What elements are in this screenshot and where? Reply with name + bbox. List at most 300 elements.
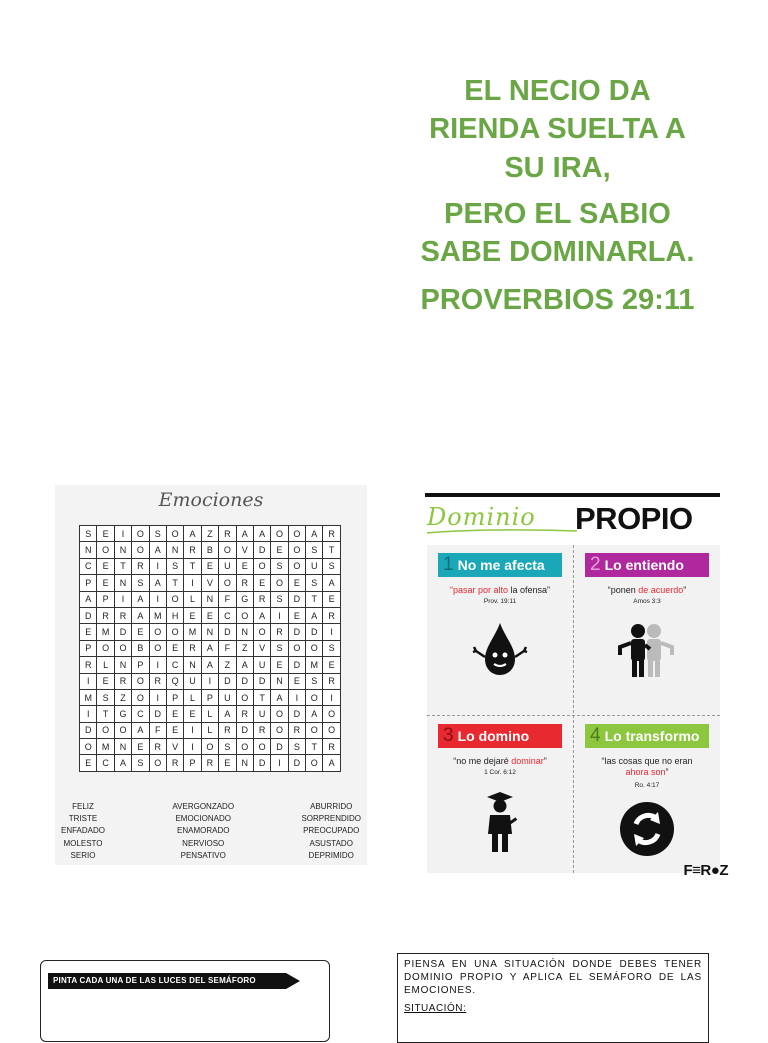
grid-cell: O: [253, 739, 270, 755]
grid-cell: O: [114, 722, 131, 738]
grid-cell: A: [306, 526, 323, 542]
grid-cell: O: [149, 624, 166, 640]
grid-cell: I: [149, 657, 166, 673]
grid-cell: D: [253, 542, 270, 558]
grid-cell: S: [132, 755, 149, 771]
quadrant-number: 3: [443, 725, 454, 746]
grid-cell: N: [201, 624, 218, 640]
quadrant-number: 4: [590, 725, 601, 746]
grid-cell: S: [306, 542, 323, 558]
word-list-column: [172, 801, 234, 863]
grid-cell: O: [306, 722, 323, 738]
grid-cell: F: [219, 591, 236, 607]
grid-cell: V: [166, 739, 183, 755]
grid-cell: A: [132, 591, 149, 607]
word-search-puzzle: [55, 485, 367, 865]
grid-cell: N: [236, 624, 253, 640]
grid-cell: R: [149, 673, 166, 689]
grid-cell: S: [271, 591, 288, 607]
grid-cell: E: [97, 526, 114, 542]
grid-cell: R: [184, 640, 201, 656]
grid-cell: R: [219, 526, 236, 542]
grid-cell: D: [253, 673, 270, 689]
quadrant-label: Lo transformo: [604, 728, 700, 744]
grid-cell: O: [323, 722, 340, 738]
grid-cell: S: [132, 575, 149, 591]
grid-cell: E: [166, 640, 183, 656]
grid-cell: A: [236, 526, 253, 542]
grid-cell: E: [166, 706, 183, 722]
grid-cell: L: [184, 689, 201, 705]
quadrant-4: [574, 716, 720, 886]
quadrant-quote: “no me dejaré dominar”: [453, 756, 547, 766]
traffic-light-box: [40, 960, 330, 1042]
grid-cell: D: [271, 739, 288, 755]
word-item: PREOCUPADO: [303, 826, 360, 836]
grid-cell: E: [97, 558, 114, 574]
grid-cell: O: [236, 739, 253, 755]
grid-cell: L: [184, 591, 201, 607]
word-item: FELIZ: [72, 802, 94, 811]
grid-cell: I: [184, 575, 201, 591]
grid-cell: I: [149, 558, 166, 574]
grid-cell: O: [253, 624, 270, 640]
grid-cell: R: [253, 722, 270, 738]
quadrant-1: [427, 545, 573, 715]
grid-cell: S: [80, 526, 97, 542]
grid-cell: D: [114, 624, 131, 640]
grid-cell: N: [80, 542, 97, 558]
grid-cell: O: [201, 739, 218, 755]
grid-cell: S: [166, 558, 183, 574]
grid-cell: G: [114, 706, 131, 722]
grid-cell: E: [201, 607, 218, 623]
grid-cell: D: [288, 624, 305, 640]
grid-cell: M: [97, 624, 114, 640]
grid-cell: U: [184, 673, 201, 689]
grid-cell: S: [323, 558, 340, 574]
grid-cell: C: [80, 558, 97, 574]
grid-cell: O: [219, 575, 236, 591]
grid-cell: S: [271, 558, 288, 574]
grid-cell: E: [219, 755, 236, 771]
grid-cell: R: [271, 624, 288, 640]
grid-cell: S: [219, 739, 236, 755]
grid-row: [80, 526, 341, 542]
grid-cell: O: [306, 755, 323, 771]
grid-cell: N: [114, 575, 131, 591]
grid-cell: T: [97, 706, 114, 722]
grid-cell: O: [236, 607, 253, 623]
grid-cell: Z: [219, 657, 236, 673]
grid-cell: D: [288, 657, 305, 673]
verse-line: SU IRA,: [504, 151, 611, 184]
grid-cell: E: [132, 739, 149, 755]
grid-cell: E: [323, 657, 340, 673]
word-list: [55, 801, 367, 863]
verse-line: EL NECIO DA: [464, 75, 651, 107]
main-title: PROPIO: [575, 501, 693, 536]
grid-row: [80, 558, 341, 574]
grid-cell: B: [201, 542, 218, 558]
grid-cell: O: [271, 526, 288, 542]
quadrant-header: [585, 724, 709, 748]
grid-cell: A: [132, 607, 149, 623]
grid-cell: C: [97, 755, 114, 771]
quadrant-header: [438, 724, 562, 748]
word-item: ASUSTADO: [309, 838, 353, 848]
grid-row: [80, 542, 341, 558]
grid-cell: D: [149, 706, 166, 722]
grid-cell: O: [166, 624, 183, 640]
grid-cell: V: [201, 575, 218, 591]
grid-cell: E: [97, 673, 114, 689]
grid-cell: O: [132, 542, 149, 558]
grid-cell: F: [149, 722, 166, 738]
graduate-icon: [467, 788, 533, 854]
grid-cell: Z: [201, 526, 218, 542]
grid-cell: T: [306, 591, 323, 607]
word-item: ENFADADO: [61, 826, 106, 836]
grid-cell: T: [306, 739, 323, 755]
grid-cell: D: [306, 624, 323, 640]
grid-cell: O: [97, 722, 114, 738]
grid-cell: E: [288, 607, 305, 623]
grid-cell: A: [201, 657, 218, 673]
grid-cell: O: [219, 542, 236, 558]
grid-cell: N: [114, 542, 131, 558]
grid-cell: R: [323, 526, 340, 542]
grid-cell: T: [114, 558, 131, 574]
grid-cell: E: [80, 624, 97, 640]
grid-cell: N: [166, 542, 183, 558]
grid-cell: T: [323, 542, 340, 558]
grid-cell: E: [253, 575, 270, 591]
situation-label: SITUACIÓN:: [404, 1003, 467, 1014]
grid-cell: O: [253, 558, 270, 574]
grid-cell: I: [323, 624, 340, 640]
traffic-box-title: PINTA CADA UNA DE LAS LUCES DEL SEMÁFORO: [48, 973, 286, 989]
quadrant-quote: “ponen de acuerdo”: [607, 585, 687, 595]
word-item: ENAMORADO: [177, 826, 230, 836]
grid-cell: O: [132, 689, 149, 705]
grid-row: [80, 722, 341, 738]
grid-cell: R: [149, 739, 166, 755]
grid-cell: S: [149, 526, 166, 542]
grid-cell: A: [323, 575, 340, 591]
grid-cell: M: [97, 739, 114, 755]
grid-cell: R: [114, 673, 131, 689]
grid-cell: S: [97, 689, 114, 705]
grid-cell: D: [288, 706, 305, 722]
letter-grid: [79, 525, 341, 772]
grid-cell: P: [80, 640, 97, 656]
grid-cell: O: [236, 689, 253, 705]
grid-cell: R: [236, 575, 253, 591]
grid-cell: C: [132, 706, 149, 722]
grid-cell: U: [219, 689, 236, 705]
grid-cell: R: [323, 739, 340, 755]
grid-cell: I: [288, 689, 305, 705]
grid-cell: R: [166, 755, 183, 771]
quadrant-reference: Amos 3:3: [633, 598, 661, 605]
grid-cell: O: [114, 640, 131, 656]
grid-cell: R: [253, 591, 270, 607]
grid-cell: E: [236, 558, 253, 574]
grid-cell: A: [219, 706, 236, 722]
feroz-logo: F≡R●Z: [683, 862, 728, 879]
grid-cell: I: [184, 739, 201, 755]
grid-cell: L: [201, 706, 218, 722]
grid-cell: U: [253, 657, 270, 673]
grid-cell: I: [114, 591, 131, 607]
grid-cell: P: [166, 689, 183, 705]
word-item: PENSATIVO: [180, 850, 226, 860]
grid-cell: O: [132, 673, 149, 689]
grid-row: [80, 624, 341, 640]
grid-cell: I: [184, 722, 201, 738]
word-item: SORPRENDIDO: [301, 814, 361, 824]
top-rule: [425, 493, 720, 497]
quadrant-reference: Ro. 4:17: [634, 782, 660, 789]
dominio-propio-infographic: [425, 493, 728, 879]
grid-cell: O: [271, 722, 288, 738]
grid-cell: S: [306, 575, 323, 591]
grid-cell: R: [80, 657, 97, 673]
grid-cell: L: [201, 722, 218, 738]
grid-cell: N: [114, 739, 131, 755]
grid-cell: P: [80, 575, 97, 591]
grid-row: [80, 640, 341, 656]
grid-cell: I: [271, 607, 288, 623]
quadrant-header: [585, 553, 709, 577]
grid-cell: S: [306, 673, 323, 689]
grid-cell: O: [166, 591, 183, 607]
grid-cell: E: [271, 657, 288, 673]
grid-cell: I: [149, 591, 166, 607]
grid-cell: E: [97, 575, 114, 591]
grid-cell: E: [323, 591, 340, 607]
grid-cell: C: [219, 607, 236, 623]
grid-cell: P: [184, 755, 201, 771]
grid-cell: R: [184, 542, 201, 558]
grid-cell: O: [306, 689, 323, 705]
grid-cell: V: [236, 542, 253, 558]
word-item: DEPRIMIDO: [308, 850, 354, 860]
grid-cell: U: [219, 558, 236, 574]
grid-cell: D: [288, 591, 305, 607]
grid-cell: F: [219, 640, 236, 656]
quadrant-header: [438, 553, 562, 577]
grid-cell: N: [184, 657, 201, 673]
grid-cell: S: [323, 640, 340, 656]
word-list-column: [301, 801, 361, 863]
grid-cell: R: [132, 558, 149, 574]
grid-cell: N: [236, 755, 253, 771]
word-search-title: Emociones: [158, 489, 264, 511]
grid-cell: O: [288, 640, 305, 656]
word-item: ABURRIDO: [310, 802, 353, 811]
grid-cell: N: [114, 657, 131, 673]
grid-cell: O: [271, 706, 288, 722]
grid-cell: E: [132, 624, 149, 640]
grid-cell: O: [323, 706, 340, 722]
grid-cell: T: [166, 575, 183, 591]
quadrant-reference: Prov. 19:11: [483, 598, 517, 605]
grid-cell: D: [219, 624, 236, 640]
grid-cell: A: [201, 640, 218, 656]
grid-cell: A: [253, 607, 270, 623]
grid-cell: S: [288, 739, 305, 755]
quadrant-quote: “las cosas que no eran ahora son”: [601, 756, 693, 777]
grid-cell: A: [80, 591, 97, 607]
grid-cell: R: [236, 706, 253, 722]
grid-cell: D: [80, 607, 97, 623]
verse-reference: PROVERBIOS 29:11: [420, 284, 695, 317]
grid-cell: E: [201, 558, 218, 574]
situation-box: [397, 953, 709, 1043]
grid-cell: S: [271, 640, 288, 656]
grid-row: [80, 591, 341, 607]
swash-underline: [425, 527, 580, 537]
grid-cell: M: [306, 657, 323, 673]
grid-cell: O: [132, 526, 149, 542]
grid-cell: G: [236, 591, 253, 607]
grid-cell: E: [80, 755, 97, 771]
grid-cell: A: [253, 526, 270, 542]
grid-cell: Z: [236, 640, 253, 656]
grid-cell: E: [184, 706, 201, 722]
grid-cell: A: [184, 526, 201, 542]
grid-cell: Z: [114, 689, 131, 705]
grid-cell: O: [288, 558, 305, 574]
grid-cell: E: [166, 722, 183, 738]
grid-row: [80, 689, 341, 705]
grid-cell: Q: [166, 673, 183, 689]
word-item: EMOCIONADO: [175, 814, 231, 824]
word-item: TRISTE: [68, 814, 98, 824]
grid-cell: O: [149, 640, 166, 656]
grid-cell: C: [166, 657, 183, 673]
grid-cell: A: [306, 706, 323, 722]
title-arrow: [286, 973, 300, 989]
grid-cell: O: [97, 542, 114, 558]
grid-cell: V: [253, 640, 270, 656]
grid-cell: P: [132, 657, 149, 673]
grid-cell: R: [219, 722, 236, 738]
recycle-icon: [614, 796, 680, 862]
grid-cell: R: [288, 722, 305, 738]
grid-cell: I: [114, 526, 131, 542]
grid-cell: P: [201, 689, 218, 705]
grid-cell: D: [288, 755, 305, 771]
grid-cell: R: [201, 755, 218, 771]
grid-cell: D: [236, 673, 253, 689]
grid-cell: O: [80, 739, 97, 755]
grid-cell: M: [149, 607, 166, 623]
grid-row: [80, 706, 341, 722]
grid-cell: T: [253, 689, 270, 705]
grid-cell: O: [149, 755, 166, 771]
grid-cell: U: [253, 706, 270, 722]
situation-instructions: PIENSA EN UNA SITUACIÓN DONDE DEBES TENER DOMINIO PROPIO Y APLICA EL SEMÁFORO DE LAS EMOCIONES.: [404, 959, 702, 996]
grid-cell: R: [323, 607, 340, 623]
grid-cell: P: [97, 591, 114, 607]
grid-cell: O: [288, 542, 305, 558]
grid-row: [80, 607, 341, 623]
quadrant-label: Lo entiendo: [604, 557, 684, 573]
grid-cell: A: [306, 607, 323, 623]
quadrant-label: No me afecta: [457, 557, 545, 573]
grid-cell: O: [97, 640, 114, 656]
quadrant-panel: [427, 545, 720, 873]
grid-row: [80, 657, 341, 673]
grid-cell: E: [288, 575, 305, 591]
grid-cell: I: [201, 673, 218, 689]
word-item: SERIO: [70, 850, 96, 860]
grid-cell: R: [97, 607, 114, 623]
drop-icon: [467, 617, 533, 683]
quadrant-number: 2: [590, 554, 601, 575]
word-item: MOLESTO: [63, 838, 103, 848]
grid-cell: D: [253, 755, 270, 771]
grid-cell: I: [149, 689, 166, 705]
grid-cell: M: [184, 624, 201, 640]
grid-cell: R: [114, 607, 131, 623]
word-list-column: [61, 801, 105, 863]
grid-cell: D: [236, 722, 253, 738]
verse-line: PERO EL SABIO: [444, 197, 671, 230]
grid-cell: E: [184, 607, 201, 623]
verse-line: SABE DOMINARLA.: [420, 236, 695, 269]
verse-line: RIENDA SUELTA A: [429, 113, 686, 146]
grid-cell: A: [236, 657, 253, 673]
grid-row: [80, 739, 341, 755]
grid-cell: E: [271, 542, 288, 558]
grid-cell: A: [132, 722, 149, 738]
quadrant-reference: 1 Cor. 6:12: [484, 769, 516, 776]
bible-verse: [395, 72, 720, 320]
word-item: NERVIOSO: [182, 838, 225, 848]
grid-cell: N: [201, 591, 218, 607]
grid-row: [80, 575, 341, 591]
grid-cell: D: [80, 722, 97, 738]
grid-cell: I: [80, 706, 97, 722]
grid-cell: O: [166, 526, 183, 542]
grid-cell: I: [80, 673, 97, 689]
word-item: AVERGONZADO: [172, 802, 235, 811]
grid-cell: B: [132, 640, 149, 656]
grid-cell: T: [184, 558, 201, 574]
grid-cell: O: [271, 575, 288, 591]
grid-cell: I: [271, 755, 288, 771]
quadrant-2: [574, 545, 720, 715]
grid-cell: E: [288, 673, 305, 689]
quadrant-number: 1: [443, 554, 454, 575]
grid-cell: A: [323, 755, 340, 771]
script-title: Dominio: [427, 503, 536, 531]
quadrant-label: Lo domino: [457, 728, 530, 744]
grid-cell: A: [114, 755, 131, 771]
grid-cell: R: [323, 673, 340, 689]
quadrant-3: [427, 716, 573, 886]
handshake-icon: [614, 617, 680, 683]
grid-row: [80, 673, 341, 689]
grid-cell: D: [219, 673, 236, 689]
grid-cell: O: [306, 640, 323, 656]
grid-cell: A: [271, 689, 288, 705]
grid-cell: O: [288, 526, 305, 542]
